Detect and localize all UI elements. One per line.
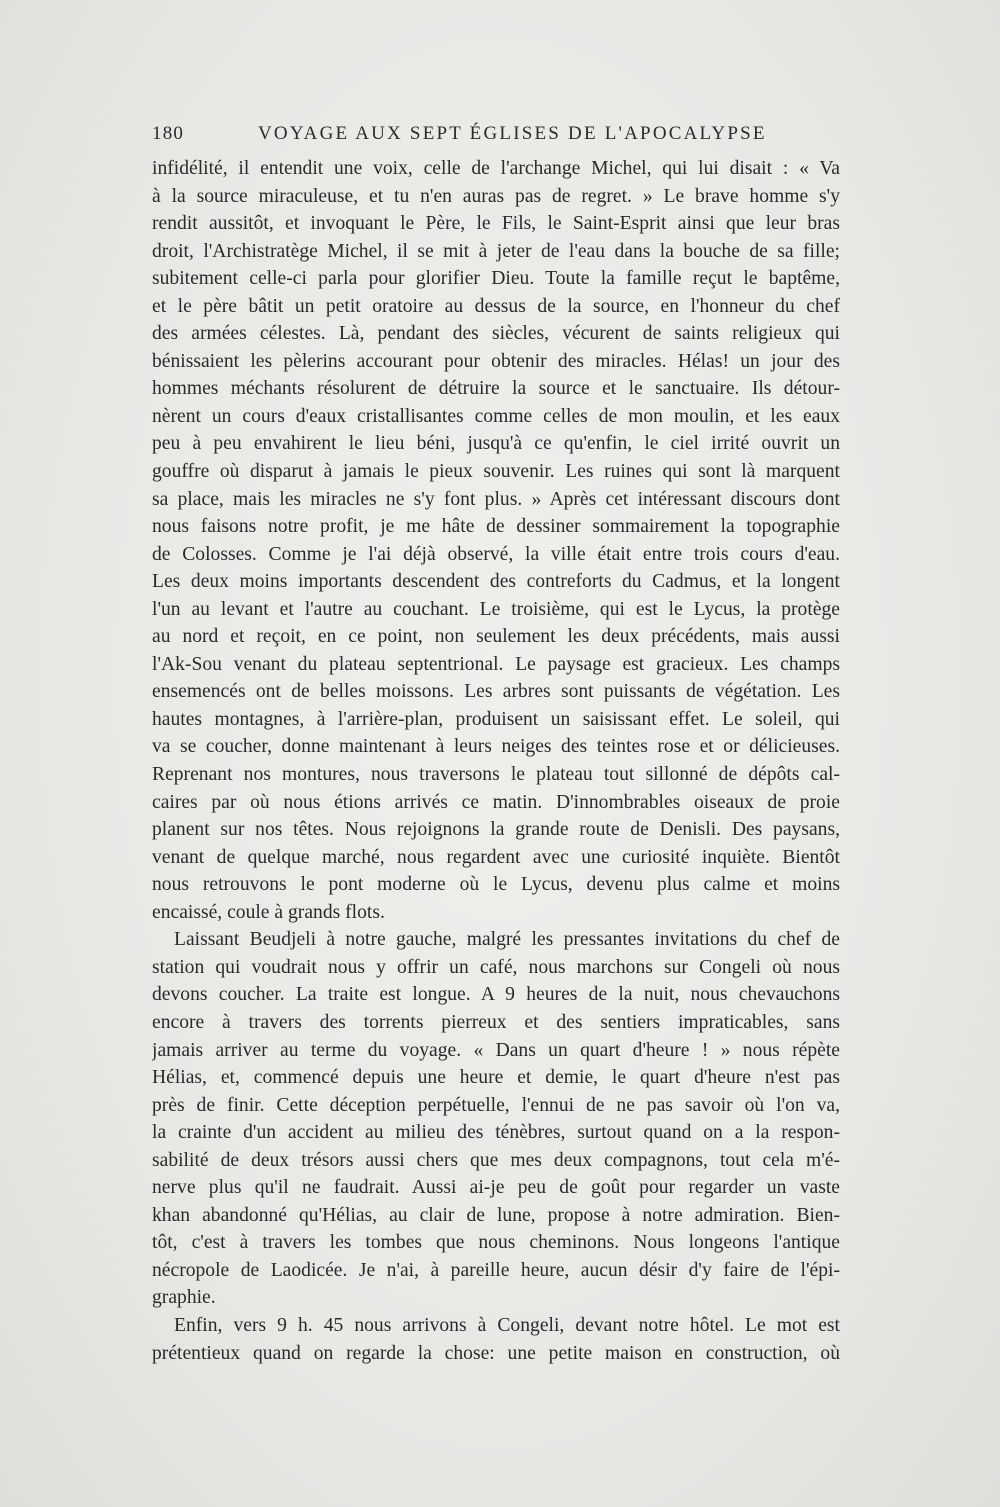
text-line: droit, l'Archistratège Michel, il se mit à jeter de l'eau dans la bouche de sa fille; [152,240,840,262]
text-line: de Colosses. Comme je l'ai déjà observé, la ville était entre trois cours d'eau. [152,543,840,565]
text-line: graphie. [152,1287,216,1309]
text-line: jamais arriver au terme du voyage. « Dans un quart d'heure ! » nous répète [152,1039,840,1061]
text-line: nerve plus qu'il ne faudrait. Aussi ai-je peu de goût pour regarder un vaste [152,1177,840,1199]
text-line: Laissant Beudjeli à notre gauche, malgré les pressantes invitations du chef de [174,929,840,951]
text-line: nécropole de Laodicée. Je n'ai, à pareille heure, aucun désir d'y faire de l'épi- [152,1259,840,1281]
text-line: va se coucher, donne maintenant à leurs neiges des teintes rose et or délicieuses. [152,736,840,758]
text-line: venant de quelque marché, nous regardent avec une curiosité inquiète. Bientôt [152,846,840,868]
text-line: prétentieux quand on regarde la chose: une petite maison en construction, où [152,1342,840,1364]
text-line: encaissé, coule à grands flots. [152,901,385,923]
text-line: hommes méchants résolurent de détruire la source et le sanctuaire. Ils détour- [152,378,840,400]
text-line: nous faisons notre profit, je me hâte de dessiner sommairement la topographie [152,516,840,538]
text-line: sa place, mais les miracles ne s'y font plus. » Après cet intéressant discours dont [152,488,840,510]
text-line: sabilité de deux trésors aussi chers que mes deux compagnons, tout cela m'é- [152,1149,840,1171]
text-line: ensemencés ont de belles moissons. Les arbres sont puissants de végétation. Les [152,681,840,703]
text-line: subitement celle-ci parla pour glorifier Dieu. Toute la famille reçut le baptême, [152,268,840,290]
text-line: Hélias, et, commencé depuis une heure et demie, le quart d'heure n'est pas [152,1067,840,1089]
text-line: à la source miraculeuse, et tu n'en auras pas de regret. » Le brave homme s'y [152,185,840,207]
text-line: près de finir. Cette déception perpétuelle, l'ennui de ne pas savoir où l'on va, [152,1094,840,1116]
body-text [152,155,840,1367]
text-line: devons coucher. La traite est longue. A 9 heures de la nuit, nous chevauchons [152,984,840,1006]
text-line: l'un au levant et l'autre au couchant. Le troisième, qui est le Lycus, la protège [152,598,840,620]
text-line: Enfin, vers 9 h. 45 nous arrivons à Congeli, devant notre hôtel. Le mot est [174,1314,840,1336]
page-header [152,123,842,149]
text-line: bénissaient les pèlerins accourant pour obtenir des miracles. Hélas! un jour des [152,350,840,372]
text-line: khan abandonné qu'Hélias, au clair de lune, propose à notre admiration. Bien- [152,1204,840,1226]
text-line: nèrent un cours d'eaux cristallisantes comme celles de mon moulin, et les eaux [152,405,840,427]
text-line: gouffre où disparut à jamais le pieux souvenir. Les ruines qui sont là marquent [152,461,840,483]
text-line: la crainte d'un accident au milieu des ténèbres, surtout quand on a la respon- [152,1122,840,1144]
text-line: au nord et reçoit, en ce point, non seulement les deux précédents, mais aussi [152,626,840,648]
page-number: 180 [152,123,185,144]
running-title: VOYAGE AUX SEPT ÉGLISES DE L'APOCALYPSE [258,123,767,144]
text-line: caires par où nous étions arrivés ce matin. D'innombrables oiseaux de proie [152,791,840,813]
text-line: nous retrouvons le pont moderne où le Lycus, devenu plus calme et moins [152,874,840,896]
text-line: station qui voudrait nous y offrir un café, nous marchons sur Congeli où nous [152,956,840,978]
text-line: hautes montagnes, à l'arrière-plan, produisent un saisissant effet. Le soleil, qui [152,708,840,730]
text-line: des armées célestes. Là, pendant des siècles, vécurent de saints religieux qui [152,323,840,345]
text-line: et le père bâtit un petit oratoire au dessus de la source, en l'honneur du chef [152,295,840,317]
text-line: l'Ak-Sou venant du plateau septentrional. Le paysage est gracieux. Les champs [152,653,840,675]
text-line: Les deux moins importants descendent des contreforts du Cadmus, et la longent [152,571,840,593]
text-line: rendit aussitôt, et invoquant le Père, le Fils, le Saint-Esprit ainsi que leur bras [152,213,840,235]
text-line: infidélité, il entendit une voix, celle de l'archange Michel, qui lui disait : « Va [152,158,840,179]
text-line: peu à peu envahirent le lieu béni, jusqu'à ce qu'enfin, le ciel irrité ouvrit un [152,433,840,455]
text-line: tôt, c'est à travers les tombes que nous cheminons. Nous longeons l'antique [152,1232,840,1254]
text-line: Reprenant nos montures, nous traversons le plateau tout sillonné de dépôts cal- [152,764,840,786]
text-line: encore à travers des torrents pierreux et des sentiers impraticables, sans [152,1011,840,1033]
text-line: planent sur nos têtes. Nous rejoignons la grande route de Denisli. Des paysans, [152,819,840,841]
